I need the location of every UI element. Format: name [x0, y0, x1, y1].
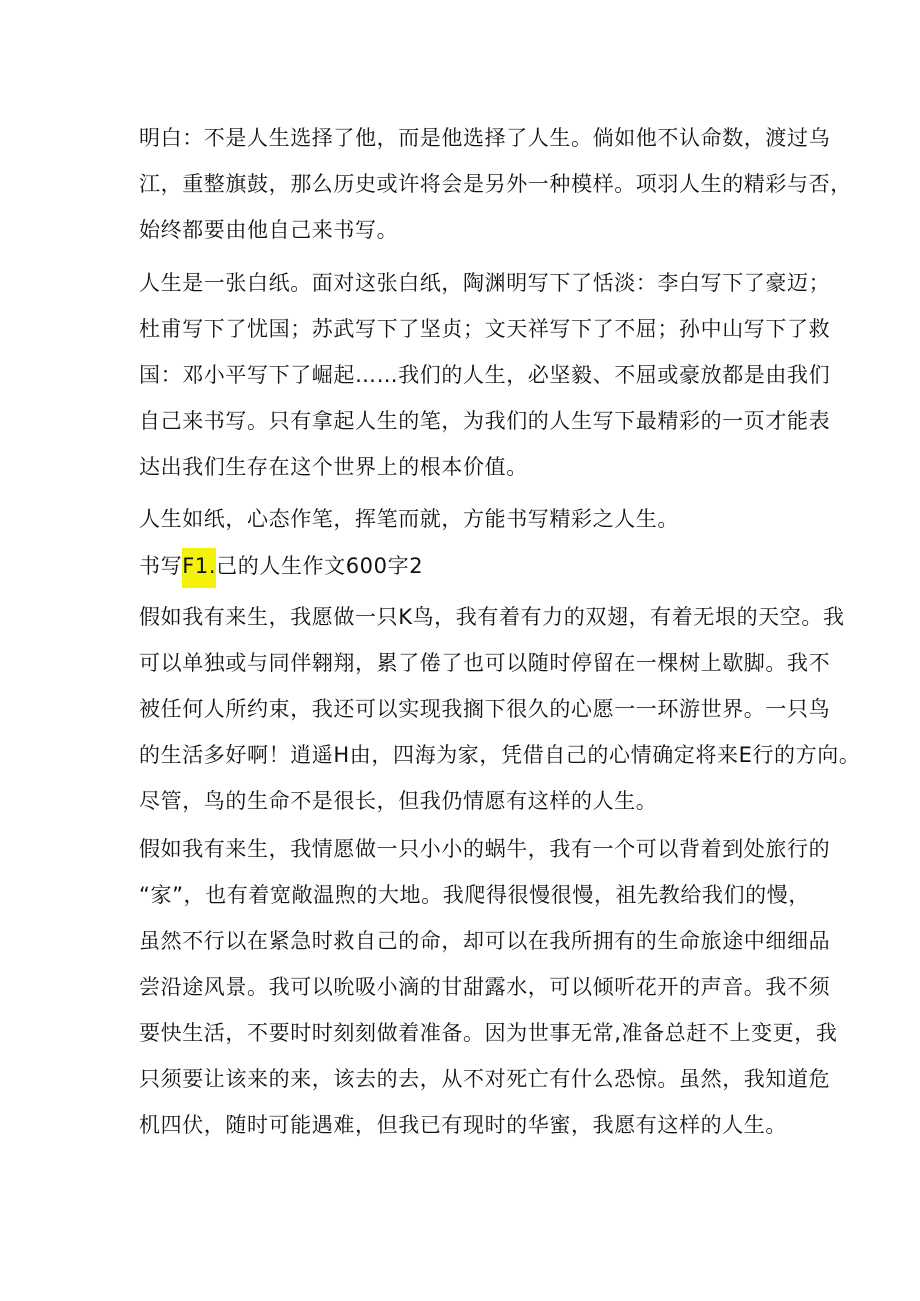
text-line: 明白：不是人生选择了他，而是他选择了人生。倘如他不认命数，渡过乌 [139, 126, 831, 150]
paragraph-snail [139, 826, 838, 1148]
heading-prefix: 书写 [139, 554, 183, 578]
text-line: 被任何人所约束，我还可以实现我搁下很久的心愿一一环游世界。一只鸟 [139, 697, 831, 721]
text-line: 始终都要由他自己来书写。 [139, 218, 399, 242]
text-line: 假如我有来生，我愿做一只K鸟，我有着有力的双翅，有着无垠的天空。我 [139, 605, 845, 629]
text-line: 杜甫写下了忧国；苏武写下了坚贞；文天祥写下了不屈；孙中山写下了救 [139, 317, 831, 341]
text-line: 的生活多好啊！逍遥H由，四海为家，凭借自己的心情确定将来E行的方向。 [139, 743, 861, 767]
paragraph-blank-paper [139, 260, 831, 490]
text-line: 机四伏，随时可能遇难，但我已有现时的华蜜，我愿有这样的人生。 [139, 1113, 787, 1137]
text-line: 江，重整旗鼓，那么历史或许将会是另外一种模样。项羽人生的精彩与否， [139, 172, 852, 196]
paragraph-conclusion [139, 496, 789, 542]
text-line: 尝沿途风景。我可以吮吸小滴的甘甜露水，可以倾听花开的声音。我不须 [139, 975, 831, 999]
paragraph-xiang-yu [139, 115, 852, 253]
paragraph-bird [139, 594, 861, 824]
text-line: 虽然不行以在紧急时救自己的命，却可以在我所拥有的生命旅途中细细品 [139, 929, 831, 953]
text-line: 自己来书写。只有拿起人生的笔，为我们的人生写下最精彩的一页才能表 [139, 409, 831, 433]
heading-line [139, 543, 789, 589]
heading-suffix: 己的人生作文600字2 [216, 554, 424, 578]
essay-heading [139, 543, 789, 589]
text-line: 达出我们生存在这个世界上的根本价值。 [139, 455, 528, 479]
highlighted-text: F1. [182, 548, 216, 588]
text-line: 国：邓小平写下了崛起……我们的人生，必坚毅、不屈或豪放都是由我们 [139, 363, 831, 387]
text-line: 人生是一张白纸。面对这张白纸，陶渊明写下了恬淡：李白写下了豪迈； [139, 271, 831, 295]
text-line: 尽管，鸟的生命不是很长，但我仍情愿有这样的人生。 [139, 789, 658, 813]
text-line: 假如我有来生，我情愿做一只小小的蜗牛，我有一个可以背着到处旅行的 [139, 837, 831, 861]
text-line: 要快生活，不要时时刻刻做着准备。因为世事无常,准备总赶不上变更，我 [139, 1021, 838, 1045]
text-line: 只须要让该来的来，该去的去，从不对死亡有什么恐惊。虽然，我知道危 [139, 1067, 831, 1091]
text-line: 人生如纸，心态作笔，挥笔而就，方能书写精彩之人生。 [139, 507, 679, 531]
text-line: 可以单独或与同伴翱翔，累了倦了也可以随时停留在一棵树上歇脚。我不 [139, 651, 831, 675]
text-line: “家”，也有着宽敞温煦的大地。我爬得很慢很慢，祖先教给我们的慢， [139, 883, 810, 907]
